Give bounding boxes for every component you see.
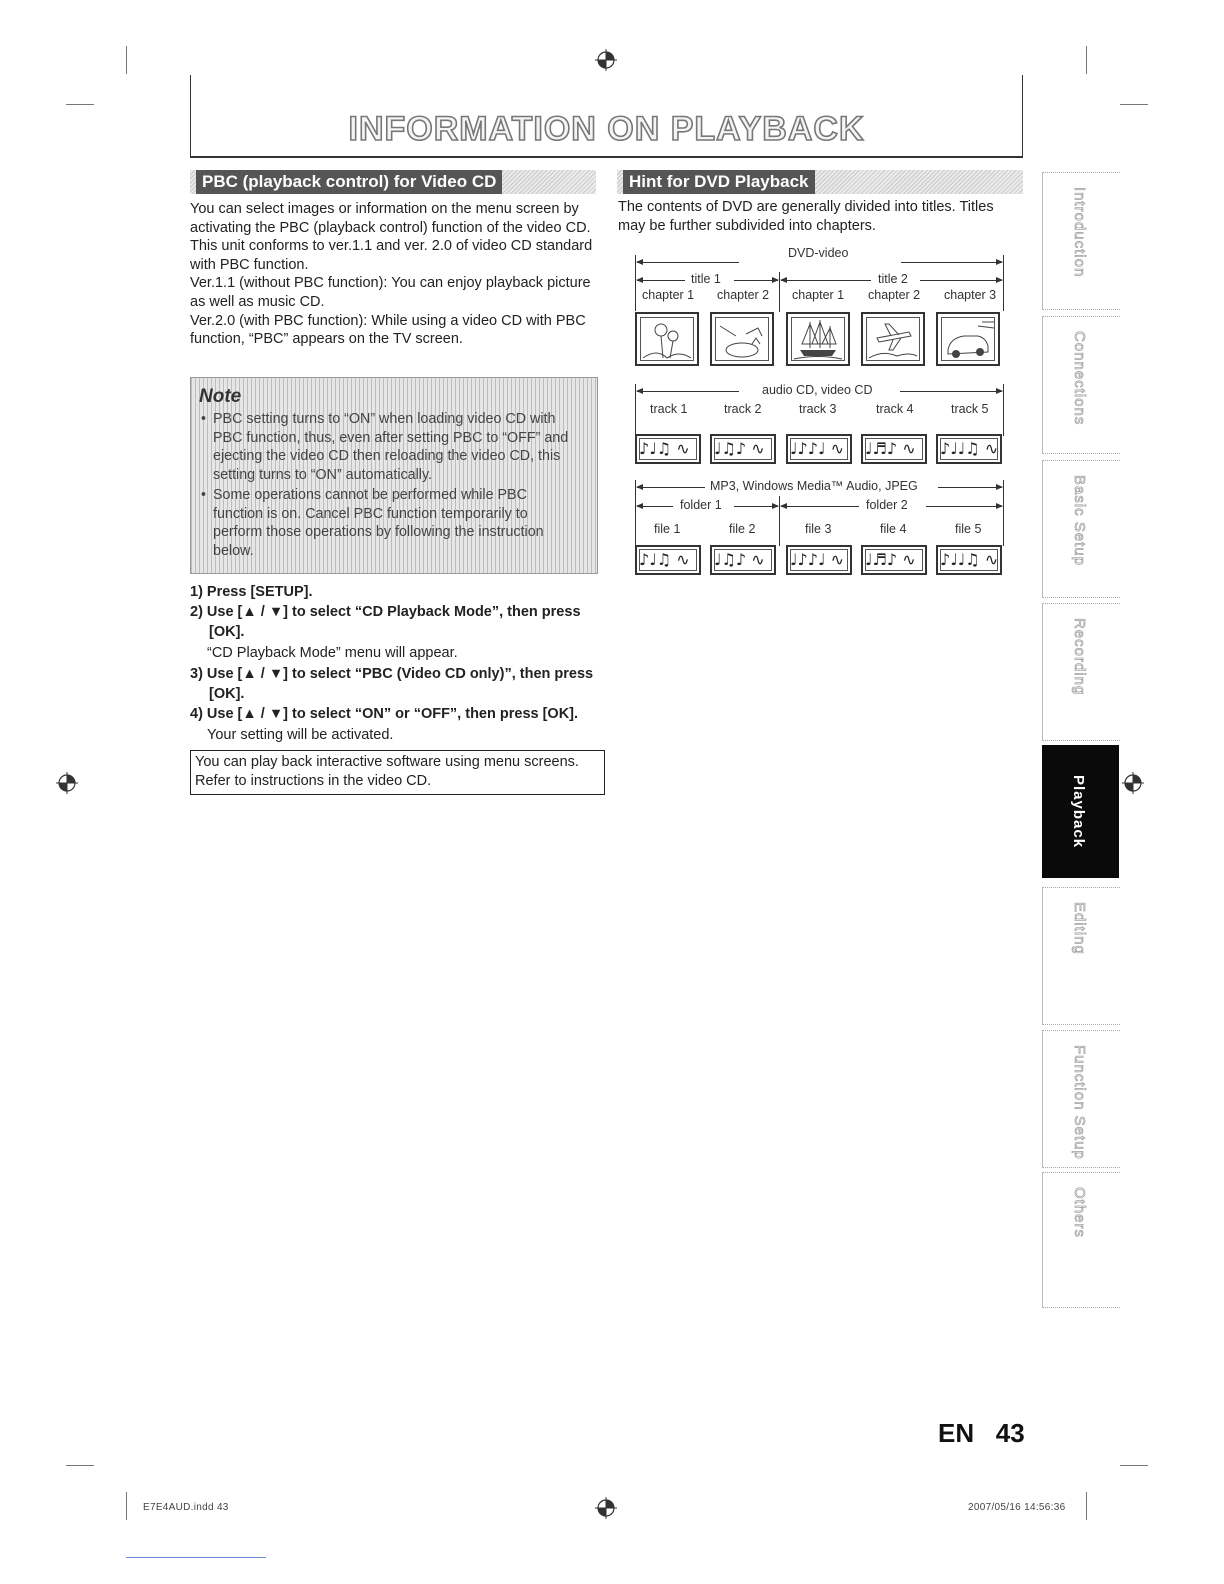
cat-picture-icon: [710, 312, 774, 366]
audio-label: audio CD, video CD: [762, 383, 873, 397]
flower-picture-icon: [635, 312, 699, 366]
diagram-arrow: [920, 280, 1002, 281]
tab-label: Function Setup: [1071, 1045, 1088, 1160]
note-label: Note: [199, 386, 242, 407]
tab-connections[interactable]: [1042, 316, 1120, 454]
chapter-label: chapter 2: [717, 288, 770, 302]
footer-file: E7E4AUD.indd 43: [143, 1502, 229, 1513]
music-notes: ♩♪♪♩ ∿: [790, 439, 845, 458]
diagram-arrow: [734, 280, 778, 281]
music-track-icon: [786, 434, 852, 464]
crop-mark: [66, 104, 94, 105]
steps-list: [190, 582, 600, 746]
page-language: EN: [938, 1418, 975, 1448]
music-track-icon: [635, 434, 701, 464]
chapter-label: chapter 3: [944, 288, 997, 302]
track-label: track 2: [724, 402, 762, 416]
track-label: track 3: [799, 402, 837, 416]
music-notes: ♪♩♫ ∿: [639, 439, 690, 458]
tab-label: Basic Setup: [1071, 475, 1088, 567]
music-file-icon: [710, 545, 776, 575]
step-4: 4) Use [▲ / ▼] to select “ON” or “OFF”, then press [OK].: [190, 706, 579, 722]
note-item: • PBC setting turns to “ON” when loading video CD with PBC function, thus, even after setting PBC to “OFF” and ejecting the video CD then reloading the video CD, this setting turns to “ON” automatically.: [201, 410, 579, 484]
music-notes: ♩♫♪ ∿: [714, 550, 765, 569]
registration-mark-icon: [595, 1497, 617, 1519]
crop-mark: [1086, 46, 1087, 74]
diagram-arrow: [637, 262, 739, 263]
diagram-arrow: [901, 262, 1002, 263]
car-picture-icon: [936, 312, 1000, 366]
chapter-label: chapter 1: [642, 288, 695, 302]
diagram-arrow: [781, 506, 859, 507]
diagram-arrow: [637, 506, 673, 507]
music-notes: ♩♬♪ ∿: [865, 550, 916, 569]
folder-label: folder 2: [866, 498, 908, 512]
music-file-icon: [936, 545, 1002, 575]
music-notes: ♩♬♪ ∿: [865, 439, 916, 458]
tab-label: Others: [1071, 1187, 1088, 1239]
chapter-label: chapter 2: [868, 288, 921, 302]
title-label: title 1: [691, 272, 721, 286]
track-label: track 5: [951, 402, 989, 416]
crop-mark: [126, 1492, 127, 1520]
crop-mark: [126, 46, 127, 74]
file-label: file 4: [880, 522, 907, 536]
step-2-result: “CD Playback Mode” menu will appear.: [207, 645, 458, 661]
diagram-arrow: [637, 280, 685, 281]
music-notes: ♪♩♫ ∿: [639, 550, 690, 569]
diagram-arrow: [781, 280, 871, 281]
hint-section-bar: [617, 170, 1023, 194]
registration-mark-icon: [595, 49, 617, 71]
diagram-arrow: [926, 506, 1002, 507]
note-box: [190, 377, 598, 574]
file-label: file 3: [805, 522, 832, 536]
music-track-icon: [936, 434, 1002, 464]
pbc-paragraph: Ver.1.1 (without PBC function): You can enjoy playback picture as well as music CD.: [190, 275, 591, 310]
chapter-label: chapter 1: [792, 288, 845, 302]
diagram-arrow: [900, 391, 1002, 392]
tab-others[interactable]: [1042, 1172, 1120, 1308]
pbc-heading: PBC (playback control) for Video CD: [196, 170, 502, 194]
track-label: track 1: [650, 402, 688, 416]
page-title: INFORMATION ON PLAYBACK: [348, 110, 865, 148]
note-list: [201, 410, 579, 562]
diagram-bracket: [1003, 480, 1004, 546]
crop-mark: [1120, 1465, 1148, 1466]
music-file-icon: [861, 545, 927, 575]
step-1: 1) Press [SETUP].: [190, 584, 313, 600]
tab-basic-setup[interactable]: [1042, 460, 1120, 598]
title-label: title 2: [878, 272, 908, 286]
hint-text: The contents of DVD are generally divided into titles. Titles may be further subdivided into chapters.: [618, 199, 994, 234]
file-label: file 2: [729, 522, 756, 536]
folder-label: folder 1: [680, 498, 722, 512]
tab-playback[interactable]: [1042, 745, 1119, 878]
mp3-label: MP3, Windows Media™ Audio, JPEG: [710, 479, 918, 493]
info-box: You can play back interactive software using menu screens. Refer to instructions in the video CD.: [190, 750, 605, 795]
registration-mark-icon: [1122, 772, 1144, 794]
airplane-picture-icon: [861, 312, 925, 366]
step-2: 2) Use [▲ / ▼] to select “CD Playback Mode”, then press [OK].: [190, 604, 581, 640]
step-4-result: Your setting will be activated.: [207, 727, 394, 743]
page-number: [938, 1418, 1025, 1449]
step-3: 3) Use [▲ / ▼] to select “PBC (Video CD only)”, then press [OK].: [190, 666, 594, 702]
tab-label: Introduction: [1071, 187, 1088, 278]
diagram-arrow: [734, 506, 778, 507]
footer-timestamp: 2007/05/16 14:56:36: [968, 1502, 1066, 1513]
music-track-icon: [861, 434, 927, 464]
diagram-bracket: [1003, 255, 1004, 311]
ship-picture-icon: [786, 312, 850, 366]
diagram-bracket: [1003, 384, 1004, 436]
footer-rule: [126, 1557, 266, 1558]
music-file-icon: [786, 545, 852, 575]
music-notes: ♩♪♪♩ ∿: [790, 550, 845, 569]
tab-label: Playback: [1070, 775, 1087, 849]
diagram-arrow: [938, 487, 1002, 488]
tab-label: Connections: [1071, 331, 1088, 426]
header-rule: [190, 156, 1023, 158]
file-label: file 5: [955, 522, 982, 536]
tab-recording[interactable]: [1042, 603, 1120, 741]
music-notes: ♪♩♩♫ ∿: [940, 550, 999, 569]
diagram-arrow: [637, 487, 705, 488]
hint-heading: Hint for DVD Playback: [623, 170, 815, 194]
pbc-paragraph: Ver.2.0 (with PBC function): While using a video CD with PBC function, “PBC” appears on the TV screen.: [190, 312, 586, 348]
pbc-paragraph: This unit conforms to ver.1.1 and ver. 2.0 of video CD standard with PBC function.: [190, 238, 593, 273]
pbc-paragraph: You can select images or information on the menu screen by activating the PBC (playback control) function of the video CD.: [190, 201, 591, 236]
track-label: track 4: [876, 402, 914, 416]
music-notes: ♪♩♩♫ ∿: [940, 439, 999, 458]
registration-mark-icon: [56, 772, 78, 794]
file-label: file 1: [654, 522, 681, 536]
music-notes: ♩♫♪ ∿: [714, 439, 765, 458]
crop-mark: [1086, 1492, 1087, 1520]
tab-function-setup[interactable]: [1042, 1030, 1120, 1168]
tab-label: Editing: [1071, 902, 1088, 955]
crop-mark: [1120, 104, 1148, 105]
crop-mark: [66, 1465, 94, 1466]
tab-introduction[interactable]: [1042, 172, 1120, 310]
music-track-icon: [710, 434, 776, 464]
page-number-value: 43: [995, 1418, 1025, 1448]
dvd-label: DVD-video: [788, 246, 849, 260]
pbc-section-bar: [190, 170, 596, 194]
diagram-arrow: [637, 391, 739, 392]
music-file-icon: [635, 545, 701, 575]
tab-label: Recording: [1071, 618, 1088, 696]
pbc-intro: [190, 200, 595, 349]
note-item: • Some operations cannot be performed while PBC function is on. Cancel PBC function temporarily to perform those operations by following the instruction below.: [201, 486, 579, 560]
tab-editing[interactable]: [1042, 887, 1120, 1025]
